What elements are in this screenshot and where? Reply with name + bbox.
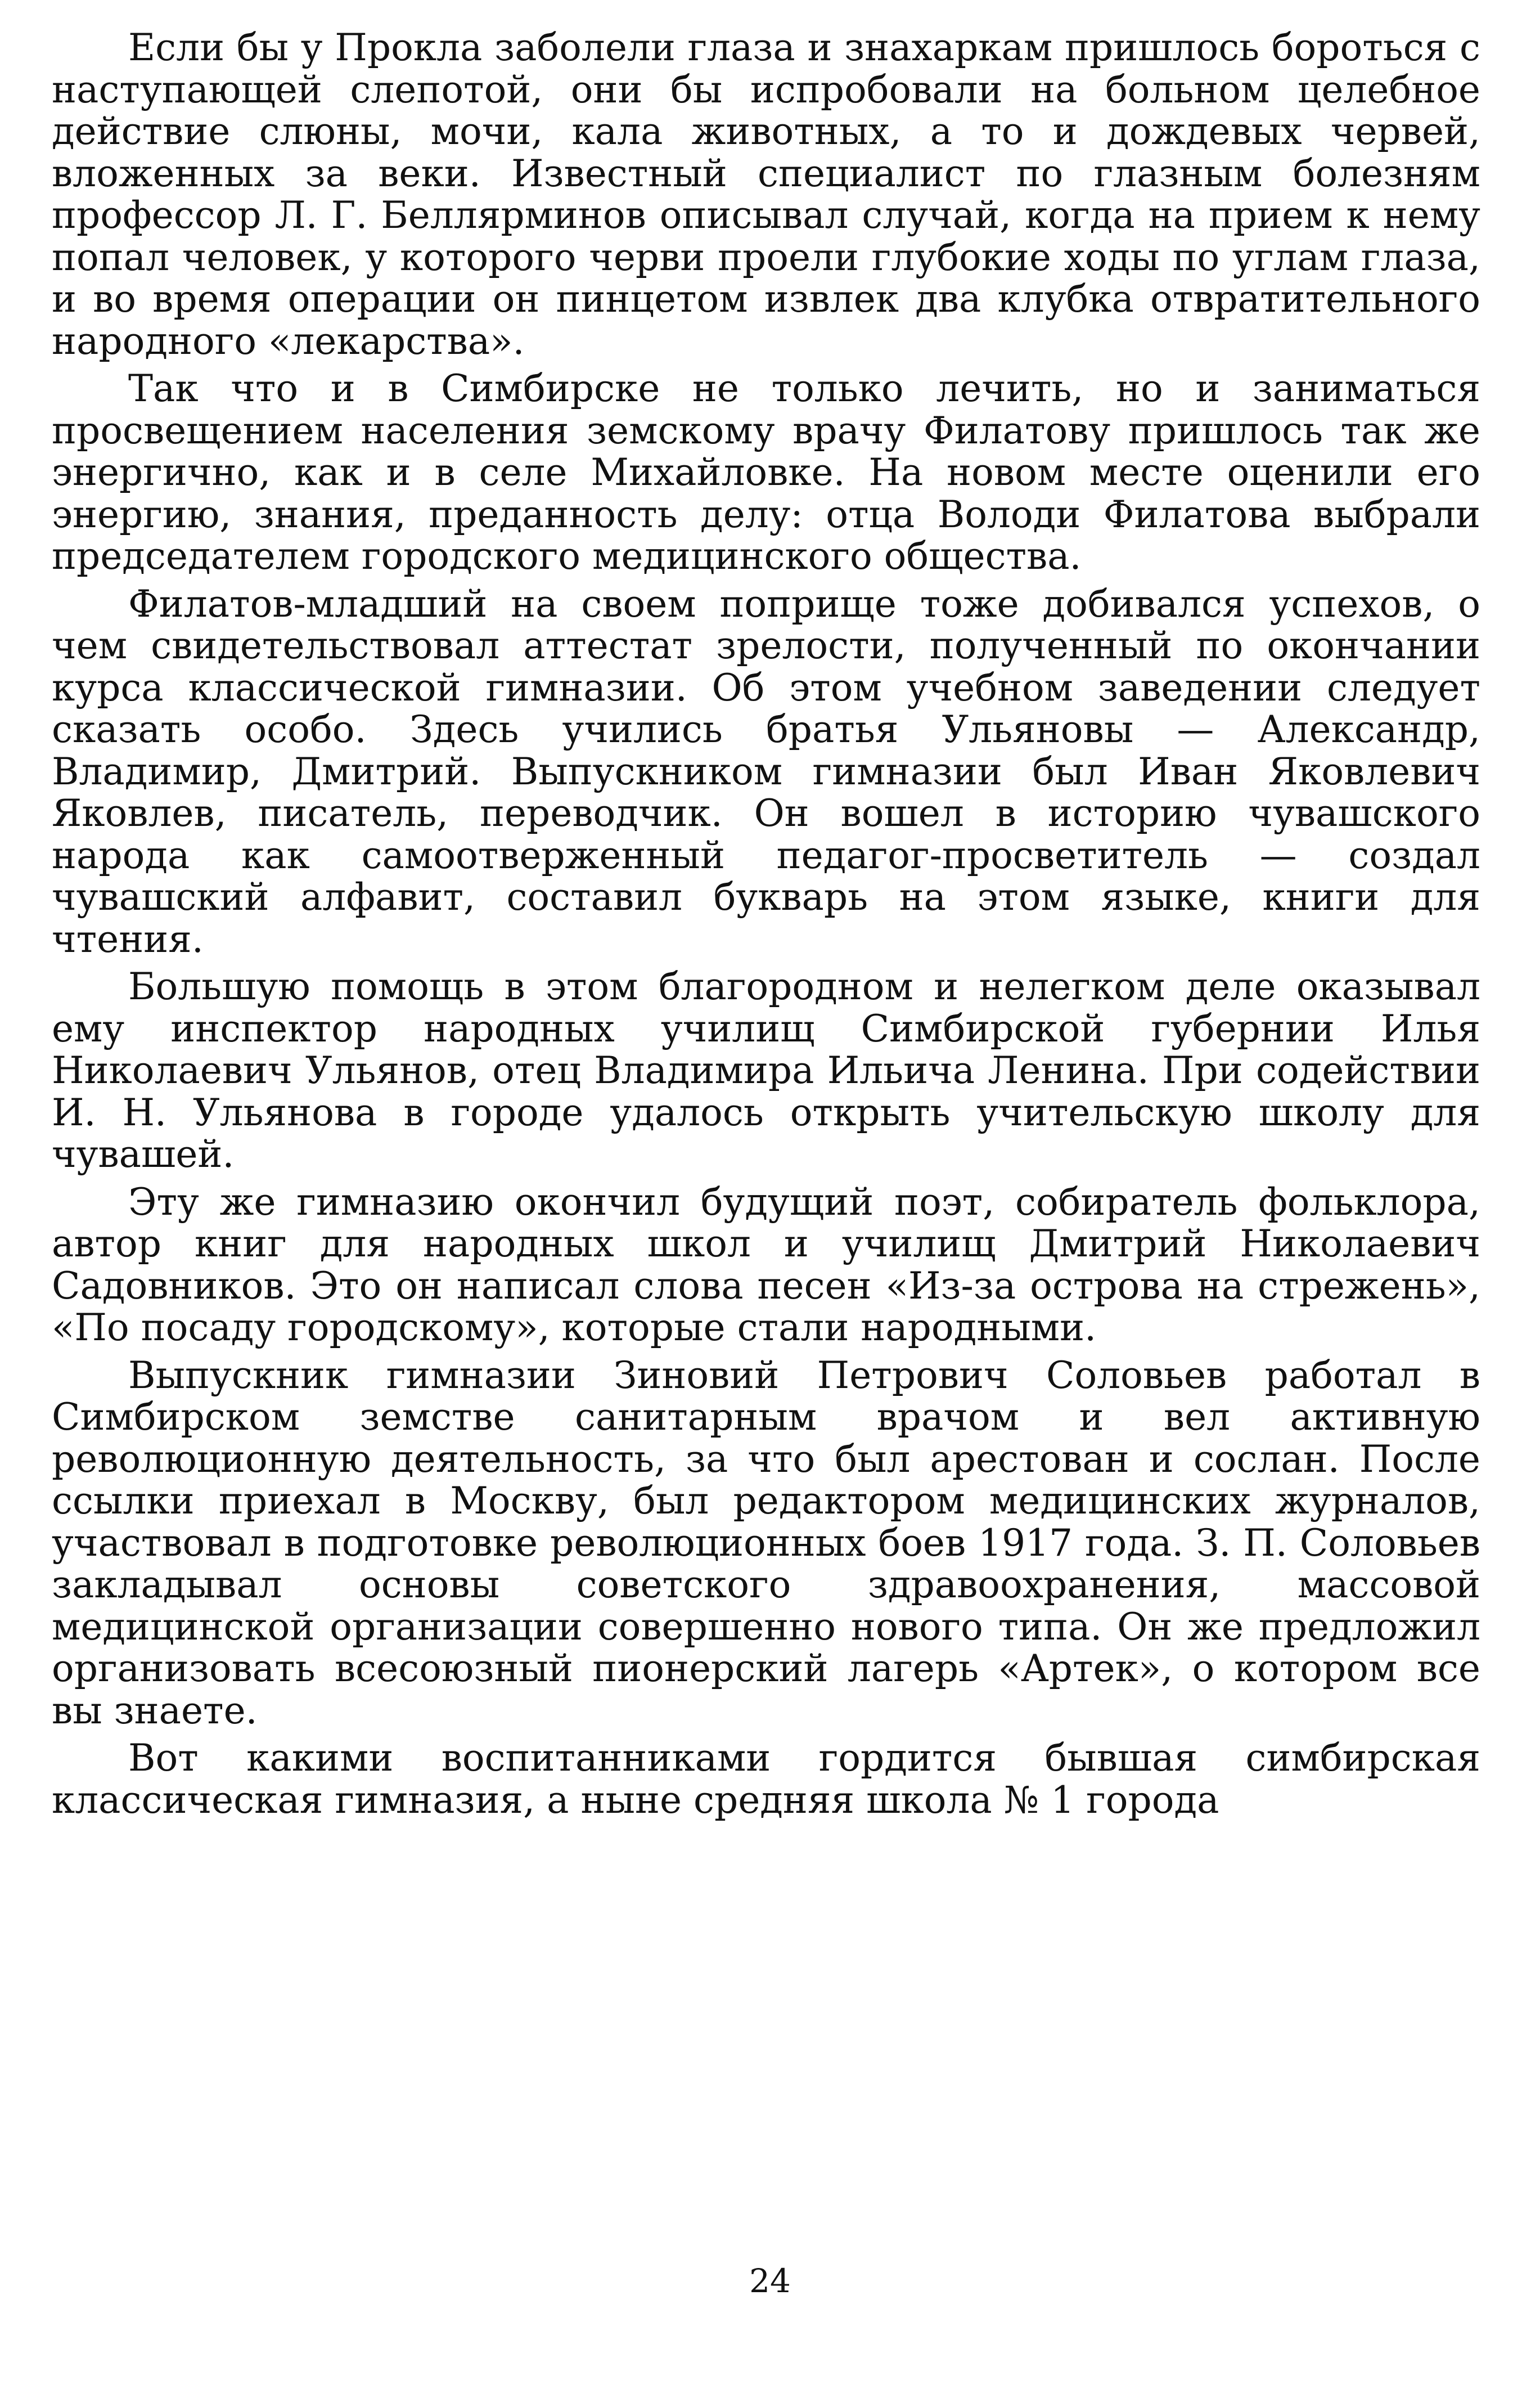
- paragraph: Филатов-младший на своем поприще тоже добивался успехов, о чем свидетельствовал аттестат зрелости, полученный по окончании курса классической гимназии. Об этом учебном заведении следует сказать особо. Здесь учились братья Ульяновы — Александр, Владимир, Дмитрий. Выпускником гимназии был Иван Яковлевич Яковлев, писатель, переводчик. Он вошел в историю чувашского народа как самоотверженный педагог-просветитель — создал чувашский алфавит, составил букварь на этом языке, книги для чтения.: [52, 582, 1480, 961]
- paragraph: Эту же гимназию окончил будущий поэт, собиратель фольклора, автор книг для народных школ и училищ Дмитрий Николаевич Садовников. Это он написал слова песен «Из-за острова на стрежень», «По посаду городскому», которые стали народными.: [52, 1180, 1480, 1349]
- paragraph: Выпускник гимназии Зиновий Петрович Соловьев работал в Симбирском земстве санитарным врачом и вел активную революционную деятельность, за что был арестован и сослан. После ссылки приехал в Москву, был редактором медицинских журналов, участвовал в подготовке революционных боев 1917 года. З. П. Соловьев закладывал основы советского здравоохранения, массовой медицинской организации совершенно нового типа. Он же предложил организовать всесоюзный пионерский лагерь «Артек», о котором все вы знаете.: [52, 1353, 1480, 1732]
- paragraph: Если бы у Прокла заболели глаза и знахаркам пришлось бороться с наступающей слепотой, они бы испробовали на больном целебное действие слюны, мочи, кала животных, а то и дождевых червей, вложенных за веки. Известный специалист по глазным болезням профессор Л. Г. Беллярминов описывал случай, когда на прием к нему попал человек, у которого черви проели глубокие ходы по углам глаза, и во время операции он пинцетом извлек два клубка отвратительного народного «лекарства».: [52, 26, 1480, 363]
- page-number: 24: [749, 2262, 791, 2300]
- paragraph: Вот какими воспитанниками гордится бывшая симбирская классическая гимназия, а ныне средняя школа № 1 города: [52, 1736, 1480, 1822]
- body-text: [52, 27, 1480, 1821]
- paragraph: Так что и в Симбирске не только лечить, но и заниматься просвещением населения земскому врачу Филатову пришлось так же энергично, как и в селе Михайловке. На новом месте оценили его энергию, знания, преданность делу: отца Володи Филатова выбрали председателем городского медицинского общества.: [52, 367, 1480, 578]
- paragraph: Большую помощь в этом благородном и нелегком деле оказывал ему инспектор народных училищ Симбирской губернии Илья Николаевич Ульянов, отец Владимира Ильича Ленина. При содействии И. Н. Ульянова в городе удалось открыть учительскую школу для чувашей.: [52, 965, 1480, 1176]
